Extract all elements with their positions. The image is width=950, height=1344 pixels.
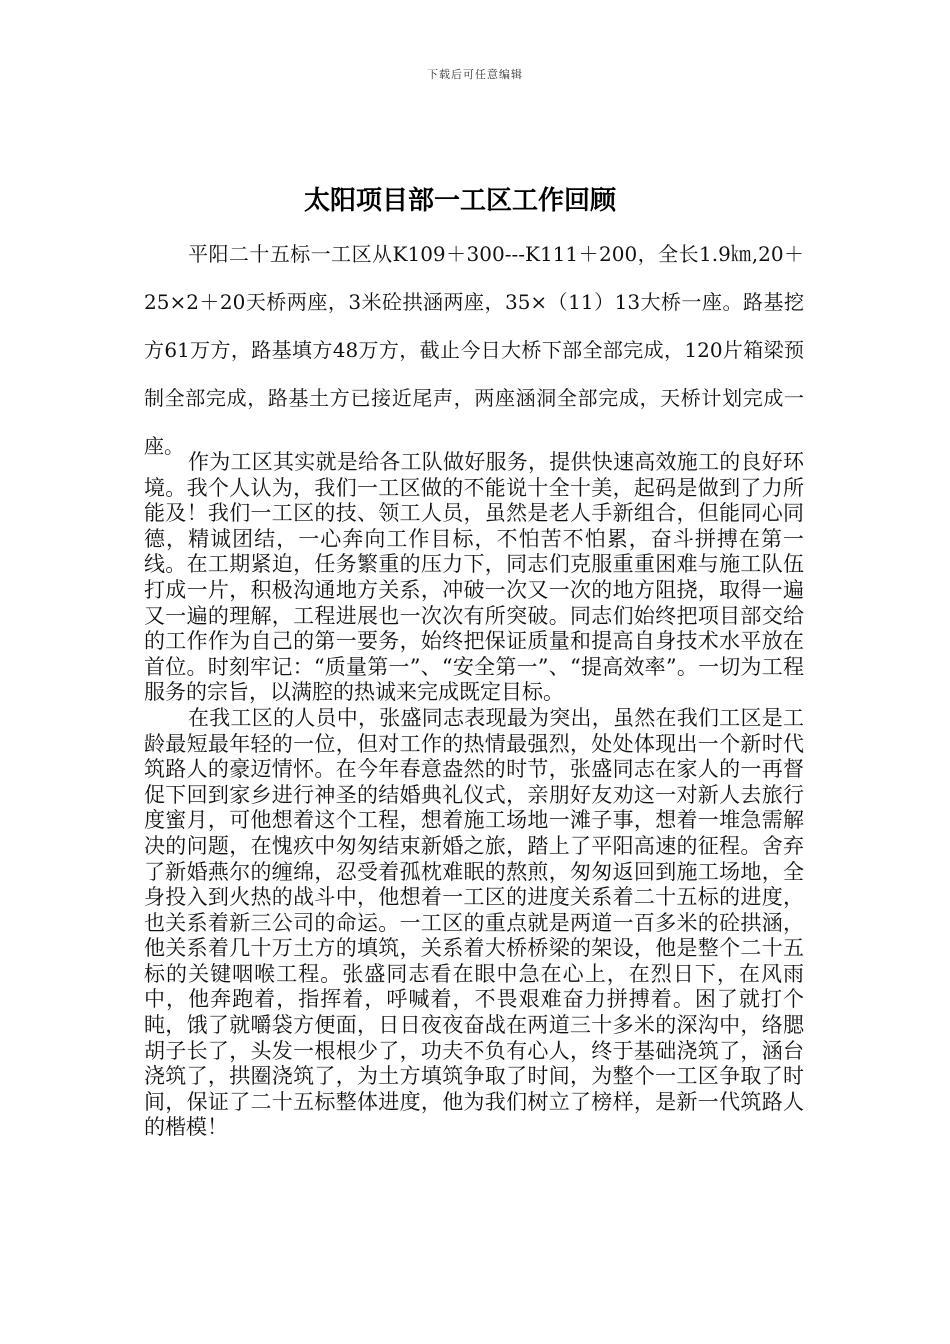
document-title: 太阳项目部一工区工作回顾 [303, 186, 616, 216]
body-paragraph-zhang-sheng: 在我工区的人员中，张盛同志表现最为突出，虽然在我们工区是工龄最短最年轻的一位，但对工作的热情最强烈，处处体现出一个新时代筑路人的豪迈情怀。在今年春意盎然的时节，张盛同志在家人的一再督促下回到家乡进行神圣的结婚典礼仪式，亲朋好友劝这一对新人去旅行度蜜月，可他想着这个工程，想着施工场地一滩子事，想着一堆急需解决的问题，在愧疚中匆匆结束新婚之旅，踏上了平阳高速的征程。舍弃了新婚燕尔的缠绵，忍受着孤枕难眠的熬煎，匆匆返回到施工场地，全身投入到火热的战斗中，他想着一工区的进度关系着二十五标的进度，也关系着新三公司的命运。一工区的重点就是两道一百多米的砼拱涵，他关系着几十万土方的填筑，关系着大桥桥梁的架设，他是整个二十五标的关键咽喉工程。张盛同志看在眼中急在心上，在烈日下，在风雨中，他奔跑着，指挥着，呼喊着，不畏艰难奋力拼搏着。困了就打个盹，饿了就嚼袋方便面，日日夜夜奋战在两道三十多米的深沟中，络腮胡子长了，头发一根根少了，功夫不负有心人，终于基础浇筑了，涵台浇筑了，拱圈浇筑了，为土方填筑争取了时间，为整个一工区争取了时间，保证了二十五标整体进度，他为我们树立了榜样，是新一代筑路人的楷模！ [144, 705, 804, 1140]
body-paragraph-service: 作为工区其实就是给各工队做好服务，提供快速高效施工的良好环境。我个人认为，我们一工区做的不能说十全十美，起码是做到了力所能及！我们一工区的技、领工人员，虽然是老人手新组合，但能同心同德，精诚团结，一心奔向工作目标，不怕苦不怕累，奋斗拼搏在第一线。在工期紧迫，任务繁重的压力下，同志们克服重重困难与施工队伍打成一片，积极沟通地方关系，冲破一次又一次的地方阻挠，取得一遍又一遍的理解，工程进展也一次次有所突破。同志们始终把项目部交给的工作作为自己的第一要务，始终把保证质量和提高自身技术水平放在首位。时刻牢记：“质量第一”、“安全第一”、“提高效率”。一切为工程服务的宗旨，以满腔的热诚来完成既定目标。 [144, 450, 804, 705]
intro-paragraph: 平阳二十五标一工区从K109＋300---K111＋200，全长1.9㎞,20＋25×2＋20天桥两座，3米砼拱涵两座，35×（11）13大桥一座。路基挖方61万方，路基填方48万方，截止今日大桥下部全部完成，120片箱梁预制全部完成，路基土方已接近尾声，两座涵洞全部完成，天桥计划完成一座。 [144, 242, 804, 458]
document-body [144, 450, 804, 1141]
header-note: 下载后可任意编辑 [427, 68, 523, 81]
